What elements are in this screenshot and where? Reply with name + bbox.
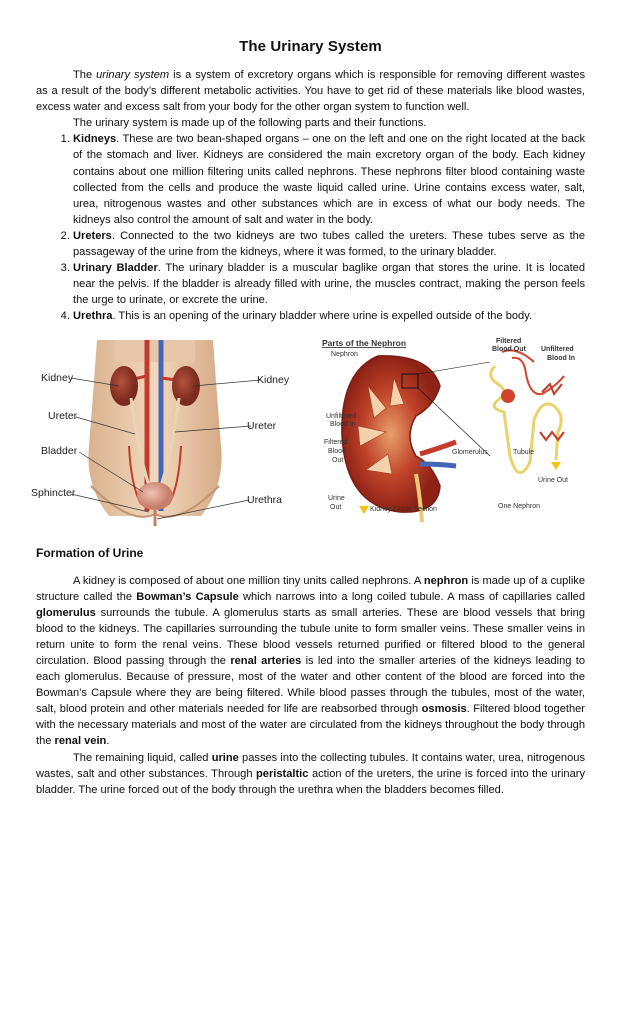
part-text: . The urinary bladder is a muscular baglike organ that stores the urine. It is located near the pelvis. If the bladder is already filled with urine, the muscles contract, making the person feels the urge to urinate, or excrete the urine. [73,262,585,307]
figures-row [31,336,585,530]
intro-post: is a system of excretory organs which is responsible for removing different wastes as a result of the body’s different metabolic activities. You have to get rid of these materials like blood wastes, excess water and excess salt from your body for the other organ system to function well. [36,69,585,114]
part-term: Urethra [73,310,113,323]
page-title: The Urinary System [239,38,382,55]
list-item [73,260,585,308]
formation-paragraph-2 [36,750,585,798]
label-urine-out-left-1: Urine [328,494,345,502]
bold-term: osmosis [421,703,467,716]
text-run: is led into the smaller arteries of the kidneys leading to each glomerulus. Because of pressure, most of the water and other content of the blood are forced into the Bowman’s Capsule where they are being filtered. While blood passes through the tubules, most of the water, salt, blood protein and other materials needed for life are reabsorbed through [36,654,585,716]
label-kidney-cross-section: Kidney Cross Section [370,505,437,513]
text-run: A kidney is composed of about one million tiny units called nephrons. A [73,574,424,587]
label-bladder: Bladder [41,444,78,457]
text-run: . [106,735,110,748]
label-filtered-blood-out-left-1: Filtered [324,438,348,446]
label-one-nephron: One Nephron [498,502,541,510]
label-kidney-right: Kidney [257,373,290,386]
parts-intro: The urinary system is made up of the following parts and their functions. [73,117,427,130]
kidney-left-shape [110,366,138,406]
label-filtered-blood-out-left-3: Out [332,456,344,464]
label-glomerulus: Glomerulus [452,448,488,456]
text-run: is made up of a cuplike structure called the [36,574,585,603]
intro-term: urinary system [96,69,170,81]
intro-paragraph [36,67,585,115]
label-urethra: Urethra [247,493,283,506]
bold-term: peristaltic [256,767,309,780]
label-sphincter: Sphincter [31,486,76,499]
parts-list [36,131,585,324]
bold-term: urine [211,751,239,764]
bladder-shape [137,482,173,510]
bold-term: renal arteries [230,654,302,667]
glomerulus-shape [501,389,515,403]
list-item [73,308,585,324]
label-ureter-left: Ureter [48,409,78,422]
kidney-cross-section-shape [342,355,440,511]
label-kidney-left: Kidney [41,371,74,384]
label-unfiltered-blood-in-left-1: Unfiltered [326,412,356,420]
bold-term: nephron [423,574,469,587]
label-filtered-blood-out-left-2: Blood [328,447,346,455]
label-filtered-blood-out-top-2: Blood Out [492,345,526,353]
list-item [73,131,585,228]
text-run: surrounds the tubule. A glomerulus starts as small arteries. These are blood vessels that bring blood to the kidneys. The capillaries surrounding the tubule unite to form smaller veins. These smaller veins in return unite to form the renal veins. These blood vessels returned purified or filtered blood to the general circulation. Blood passing through the [36,606,585,667]
part-term: Kidneys [73,133,117,146]
text-run: action of the ureters, the urine is forced into the urinary bladder. The urine forced out of the body through the urethra when the bladders becomes filled. [36,767,586,796]
part-text: . This is an opening of the urinary bladder where urine is expelled outside of the body. [112,310,533,323]
section-title: Formation of Urine [36,545,144,560]
urinary-system-figure [31,336,301,530]
bold-term: Bowman’s Capsule [136,590,239,603]
label-nephron: Nephron [331,350,358,358]
label-ureter-right: Ureter [247,419,277,432]
text-run: which narrows into a long coiled tubule. A mass of capillaries called [238,590,585,603]
nephron-figure-title: Parts of the Nephron [322,337,407,348]
text-run: The remaining liquid, called [73,751,212,764]
list-item [73,228,585,260]
text-run: . Filtered blood together with the necessary materials and most of the water are circulated from the kidneys throughout the body through the [36,703,585,748]
label-unfiltered-blood-in-left-2: Blood In [330,420,356,428]
part-text: . These are two bean-shaped organs – one on the left and one on the right located at the back of the stomach and liver. Kidneys are considered the main excretory organ of the body. Each kidney contains about one million filtering units called nephrons. These nephrons filter blood containing waste collected from the cells and produce the waste liquid called urine. Urine contains excess water, salt, urea, nitrogenous wastes and other substances which are in excess of what our body needs. The kidneys also control the amount of salt and water in the body. [73,133,585,226]
part-text: . Connected to the two kidneys are two tubes called the ureters. These tubes serve as the passageway of the urine from the kidneys, where it was formed, to the urinary bladder. [73,229,585,259]
intro-pre: The [73,69,97,81]
formation-paragraph-1 [36,573,585,750]
text-run: passes into the collecting tubules. It contains water, urea, nitrogenous wastes, salt and other substances. Through [36,751,585,780]
document-page [31,0,586,798]
label-filtered-blood-out-top-1: Filtered [496,337,522,345]
label-unfiltered-blood-in-top-1: Unfiltered [541,345,574,353]
label-urine-out-left-2: Out [330,503,342,511]
label-unfiltered-blood-in-top-2: Blood In [547,354,575,362]
label-urine-out-right: Urine Out [538,476,568,484]
nephron-figure [320,336,582,530]
part-term: Ureters [73,229,112,242]
bold-term: renal vein [54,735,107,748]
part-term: Urinary Bladder [73,262,158,275]
bold-term: glomerulus [36,606,96,619]
label-tubule: Tubule [513,448,535,456]
